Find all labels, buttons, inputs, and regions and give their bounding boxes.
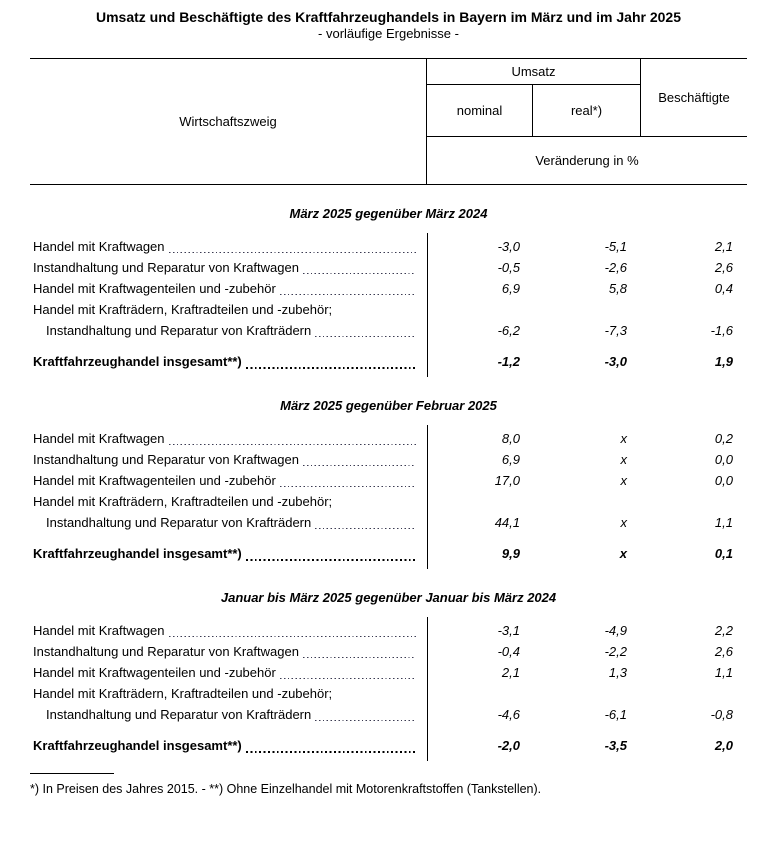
column-header-nominal: nominal <box>427 85 533 137</box>
table-row <box>30 449 747 470</box>
table-row <box>30 662 747 683</box>
table-row <box>30 257 747 278</box>
column-header-umsatz: Umsatz <box>427 59 640 85</box>
table-row <box>30 683 747 704</box>
dotted-leader <box>280 486 416 487</box>
row-label: Handel mit Kraftwagenteilen und -zubehör <box>33 281 276 296</box>
value-nominal: 6,9 <box>501 281 520 296</box>
table-row <box>30 620 747 641</box>
table-row <box>30 320 747 341</box>
row-label: Handel mit Kraftwagenteilen und -zubehör <box>33 665 276 680</box>
value-beschaeftigte: 1,1 <box>714 515 733 530</box>
value-real: -7,3 <box>604 323 627 338</box>
value-beschaeftigte: 2,2 <box>714 623 733 638</box>
section-body <box>30 428 747 569</box>
dotted-leader <box>303 465 416 466</box>
value-beschaeftigte: 0,0 <box>714 473 733 488</box>
table-header <box>30 58 747 185</box>
page-subtitle: - vorläufige Ergebnisse - <box>318 26 459 41</box>
section-body <box>30 620 747 761</box>
total-label: Kraftfahrzeughandel insgesamt**) <box>33 546 242 561</box>
table-row <box>30 428 747 449</box>
value-nominal: -0,5 <box>497 260 520 275</box>
dotted-leader <box>303 657 416 658</box>
row-label: Instandhaltung und Reparatur von Kraftwagen <box>33 260 299 275</box>
value-beschaeftigte: 0,0 <box>714 452 733 467</box>
value-nominal: 17,0 <box>494 473 520 488</box>
value-beschaeftigte: 2,0 <box>714 738 733 753</box>
value-nominal: 9,9 <box>501 546 520 561</box>
dotted-leader <box>315 720 416 721</box>
row-label-line2: Instandhaltung und Reparatur von Krafträdern <box>46 515 312 530</box>
dotted-leader <box>169 444 416 445</box>
section-body <box>30 236 747 377</box>
dotted-leader <box>280 294 416 295</box>
table-row <box>30 641 747 662</box>
value-real: -2,2 <box>604 644 627 659</box>
value-real: 1,3 <box>608 665 627 680</box>
value-beschaeftigte: -0,8 <box>710 707 733 722</box>
table-row <box>30 512 747 533</box>
section-title: März 2025 gegenüber Februar 2025 <box>280 398 497 413</box>
total-row <box>30 543 747 564</box>
value-real: x <box>620 473 627 488</box>
column-header-real: real*) <box>533 85 640 137</box>
value-beschaeftigte: 0,1 <box>714 546 733 561</box>
row-label: Handel mit Kraftwagen <box>33 623 165 638</box>
row-label-line1: Handel mit Krafträdern, Kraftradteilen und -zubehör; <box>33 302 333 317</box>
value-nominal: -3,1 <box>497 623 520 638</box>
dotted-leader <box>246 367 416 369</box>
value-real: -6,1 <box>604 707 627 722</box>
column-header-beschaeftigte: Beschäftigte <box>640 59 747 137</box>
table-row <box>30 491 747 512</box>
value-beschaeftigte: -1,6 <box>710 323 733 338</box>
dotted-leader <box>169 252 416 253</box>
total-label: Kraftfahrzeughandel insgesamt**) <box>33 354 242 369</box>
value-real: -5,1 <box>604 239 627 254</box>
total-row <box>30 735 747 756</box>
total-row <box>30 351 747 372</box>
value-nominal: 44,1 <box>494 515 520 530</box>
row-label-line1: Handel mit Krafträdern, Kraftradteilen und -zubehör; <box>33 686 333 701</box>
row-label: Handel mit Kraftwagen <box>33 431 165 446</box>
table-row <box>30 704 747 725</box>
unit-row-label: Veränderung in % <box>535 153 639 168</box>
value-real: x <box>620 515 627 530</box>
value-beschaeftigte: 0,4 <box>714 281 733 296</box>
value-beschaeftigte: 0,2 <box>714 431 733 446</box>
row-label: Handel mit Kraftwagenteilen und -zubehör <box>33 473 276 488</box>
section-maerz-vs-maerz <box>30 206 747 377</box>
value-beschaeftigte: 1,9 <box>714 354 733 369</box>
row-label-line2: Instandhaltung und Reparatur von Krafträdern <box>46 707 312 722</box>
dotted-leader <box>315 528 416 529</box>
dotted-leader <box>303 273 416 274</box>
value-real: 5,8 <box>608 281 627 296</box>
value-nominal: -4,6 <box>497 707 520 722</box>
value-nominal: -1,2 <box>497 354 520 369</box>
value-real: -4,9 <box>604 623 627 638</box>
dotted-leader <box>246 559 416 561</box>
value-real: x <box>619 546 627 561</box>
value-nominal: -3,0 <box>497 239 520 254</box>
value-real: x <box>620 452 627 467</box>
value-beschaeftigte: 1,1 <box>714 665 733 680</box>
section-januar-bis-maerz <box>30 590 747 761</box>
page-title: Umsatz und Beschäftigte des Kraftfahrzeughandels in Bayern im März und im Jahr 2025 <box>95 9 682 25</box>
value-nominal: 6,9 <box>501 452 520 467</box>
value-real: -2,6 <box>604 260 627 275</box>
row-label: Instandhaltung und Reparatur von Kraftwagen <box>33 644 299 659</box>
section-title: Januar bis März 2025 gegenüber Januar bis März 2024 <box>220 590 557 605</box>
value-nominal: 2,1 <box>501 665 520 680</box>
statistics-table <box>30 58 747 761</box>
section-title: März 2025 gegenüber März 2024 <box>289 206 488 221</box>
value-nominal: -6,2 <box>497 323 520 338</box>
row-label: Instandhaltung und Reparatur von Kraftwagen <box>33 452 299 467</box>
dotted-leader <box>246 751 416 753</box>
dotted-leader <box>169 636 416 637</box>
table-row <box>30 278 747 299</box>
table-row <box>30 470 747 491</box>
value-nominal: 8,0 <box>501 431 520 446</box>
row-label: Handel mit Kraftwagen <box>33 239 165 254</box>
value-beschaeftigte: 2,6 <box>714 260 733 275</box>
footnote <box>30 773 747 797</box>
row-label-line1: Handel mit Krafträdern, Kraftradteilen und -zubehör; <box>33 494 333 509</box>
value-nominal: -0,4 <box>497 644 520 659</box>
table-row <box>30 236 747 257</box>
row-label-line2: Instandhaltung und Reparatur von Krafträdern <box>46 323 312 338</box>
footnote-text: *) In Preisen des Jahres 2015. - **) Ohne Einzelhandel mit Motorenkraftstoffen (Tankstellen). <box>30 782 542 796</box>
dotted-leader <box>280 678 416 679</box>
dotted-leader <box>315 336 416 337</box>
value-real: x <box>620 431 627 446</box>
section-maerz-vs-februar <box>30 398 747 569</box>
value-real: -3,0 <box>604 354 627 369</box>
table-row <box>30 299 747 320</box>
value-beschaeftigte: 2,6 <box>714 644 733 659</box>
value-beschaeftigte: 2,1 <box>714 239 733 254</box>
value-nominal: -2,0 <box>497 738 520 753</box>
column-header-wirtschaftszweig: Wirtschaftszweig <box>30 59 427 184</box>
value-real: -3,5 <box>604 738 627 753</box>
total-label: Kraftfahrzeughandel insgesamt**) <box>33 738 242 753</box>
footnote-rule <box>30 773 114 774</box>
